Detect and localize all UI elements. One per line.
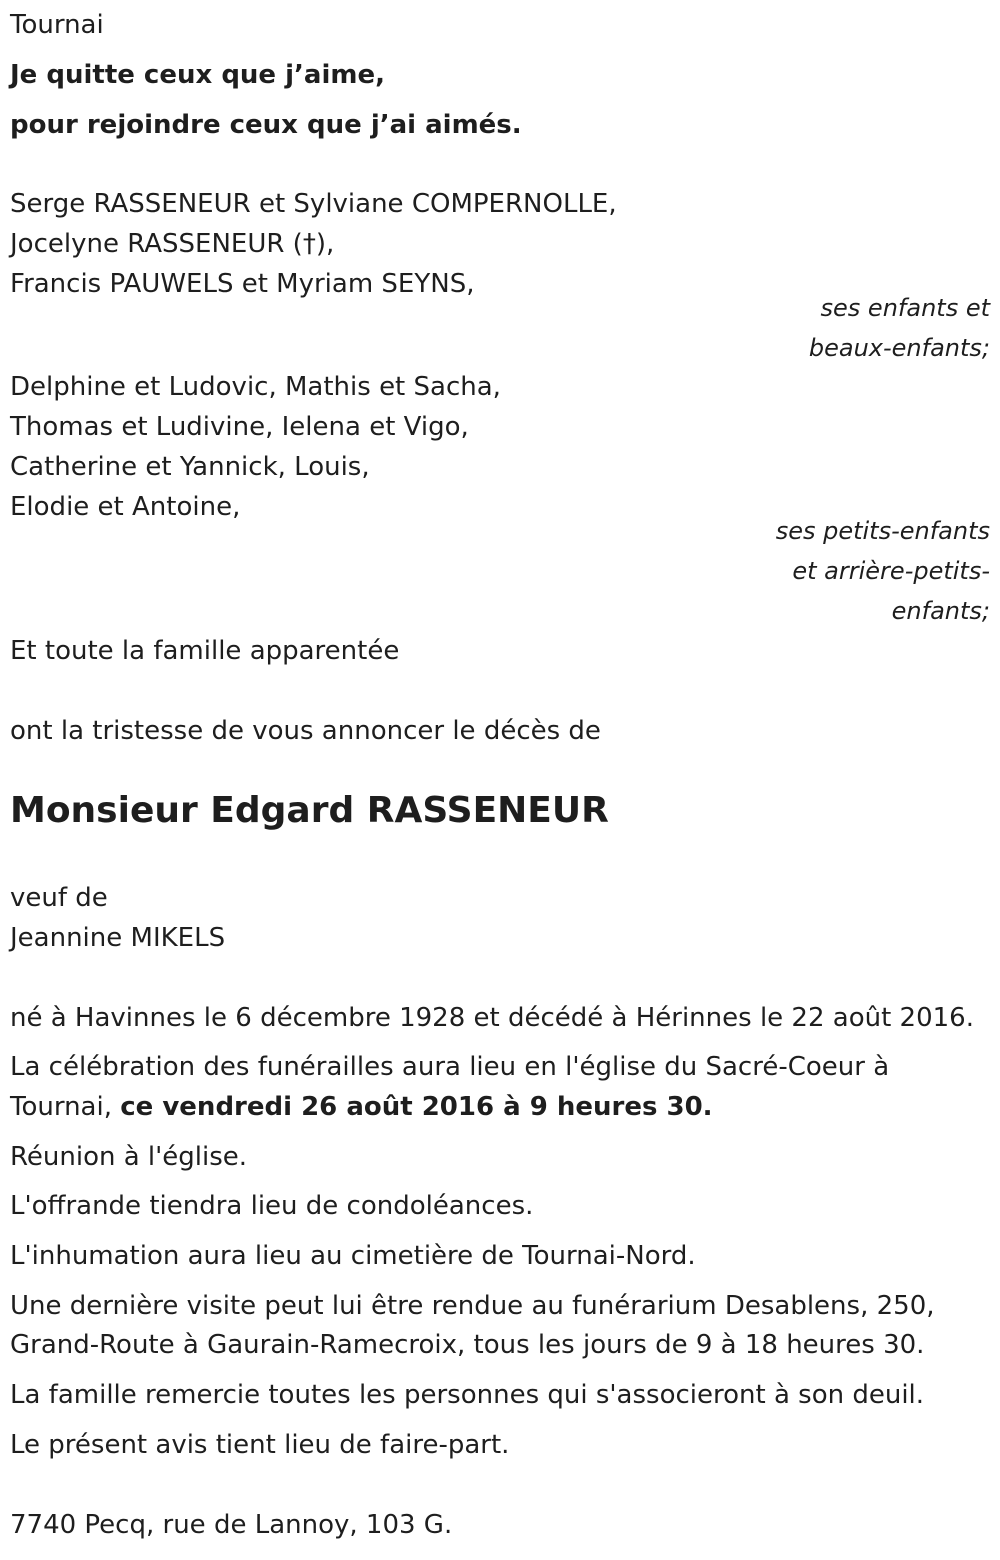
ceremony-datetime: ce vendredi 26 août 2016 à 9 heures 30.	[120, 1092, 713, 1122]
grandchildren-caption-2: et arrière-petits-	[792, 557, 990, 585]
child-line-1: Serge RASSENEUR et Sylviane COMPERNOLLE,	[10, 189, 617, 219]
deceased-name: Monsieur Edgard RASSENEUR	[10, 790, 609, 831]
notice-line: Le présent avis tient lieu de faire-part.	[10, 1430, 510, 1460]
child-name-jocelyne: Jocelyne RASSENEUR (	[10, 229, 303, 259]
thanks-line: La famille remercie toutes les personnes qui s'associeront à son deuil.	[10, 1380, 925, 1410]
grandchildren-caption-1: ses petits-enfants	[775, 517, 990, 545]
child-line-3: Francis PAUWELS et Myriam SEYNS,	[10, 269, 475, 299]
cross-icon: †	[302, 229, 316, 259]
grandchildren-caption-3: enfants;	[891, 597, 990, 625]
widower-line-1: veuf de	[10, 883, 108, 913]
visit-line-2: Grand-Route à Gaurain-Ramecroix, tous les jours de 9 à 18 heures 30.	[10, 1330, 925, 1360]
ceremony-line-1: La célébration des funérailles aura lieu en l'église du Sacré-Coeur à	[10, 1052, 890, 1082]
family-line: Et toute la famille apparentée	[10, 636, 400, 666]
meeting-line: Réunion à l'église.	[10, 1142, 248, 1172]
ceremony-place: Tournai,	[10, 1092, 121, 1122]
child-line-2	[10, 228, 334, 260]
city-label: Tournai	[10, 10, 104, 40]
grandchild-line-4: Elodie et Antoine,	[10, 492, 241, 522]
children-caption-1: ses enfants et	[820, 294, 990, 322]
grandchild-line-1: Delphine et Ludovic, Mathis et Sacha,	[10, 372, 501, 402]
quote-line-2: pour rejoindre ceux que j’ai aimés.	[10, 110, 522, 140]
grandchild-line-2: Thomas et Ludivine, Ielena et Vigo,	[10, 412, 469, 442]
address-line: 7740 Pecq, rue de Lannoy, 103 G.	[10, 1510, 453, 1540]
burial-line: L'inhumation aura lieu au cimetière de Tournai-Nord.	[10, 1241, 696, 1271]
children-caption-2: beaux-enfants;	[808, 334, 990, 362]
quote-line-1: Je quitte ceux que j’aime,	[10, 60, 385, 90]
announce-line: ont la tristesse de vous annoncer le décès de	[10, 716, 601, 746]
child-line-2-suffix: ),	[315, 229, 335, 259]
birth-death-line: né à Havinnes le 6 décembre 1928 et décédé à Hérinnes le 22 août 2016.	[10, 1003, 974, 1033]
offering-line: L'offrande tiendra lieu de condoléances.	[10, 1191, 534, 1221]
widower-line-2: Jeannine MIKELS	[10, 923, 226, 953]
grandchild-line-3: Catherine et Yannick, Louis,	[10, 452, 370, 482]
visit-line-1: Une dernière visite peut lui être rendue au funérarium Desablens, 250,	[10, 1291, 935, 1321]
ceremony-line-2	[10, 1091, 713, 1123]
